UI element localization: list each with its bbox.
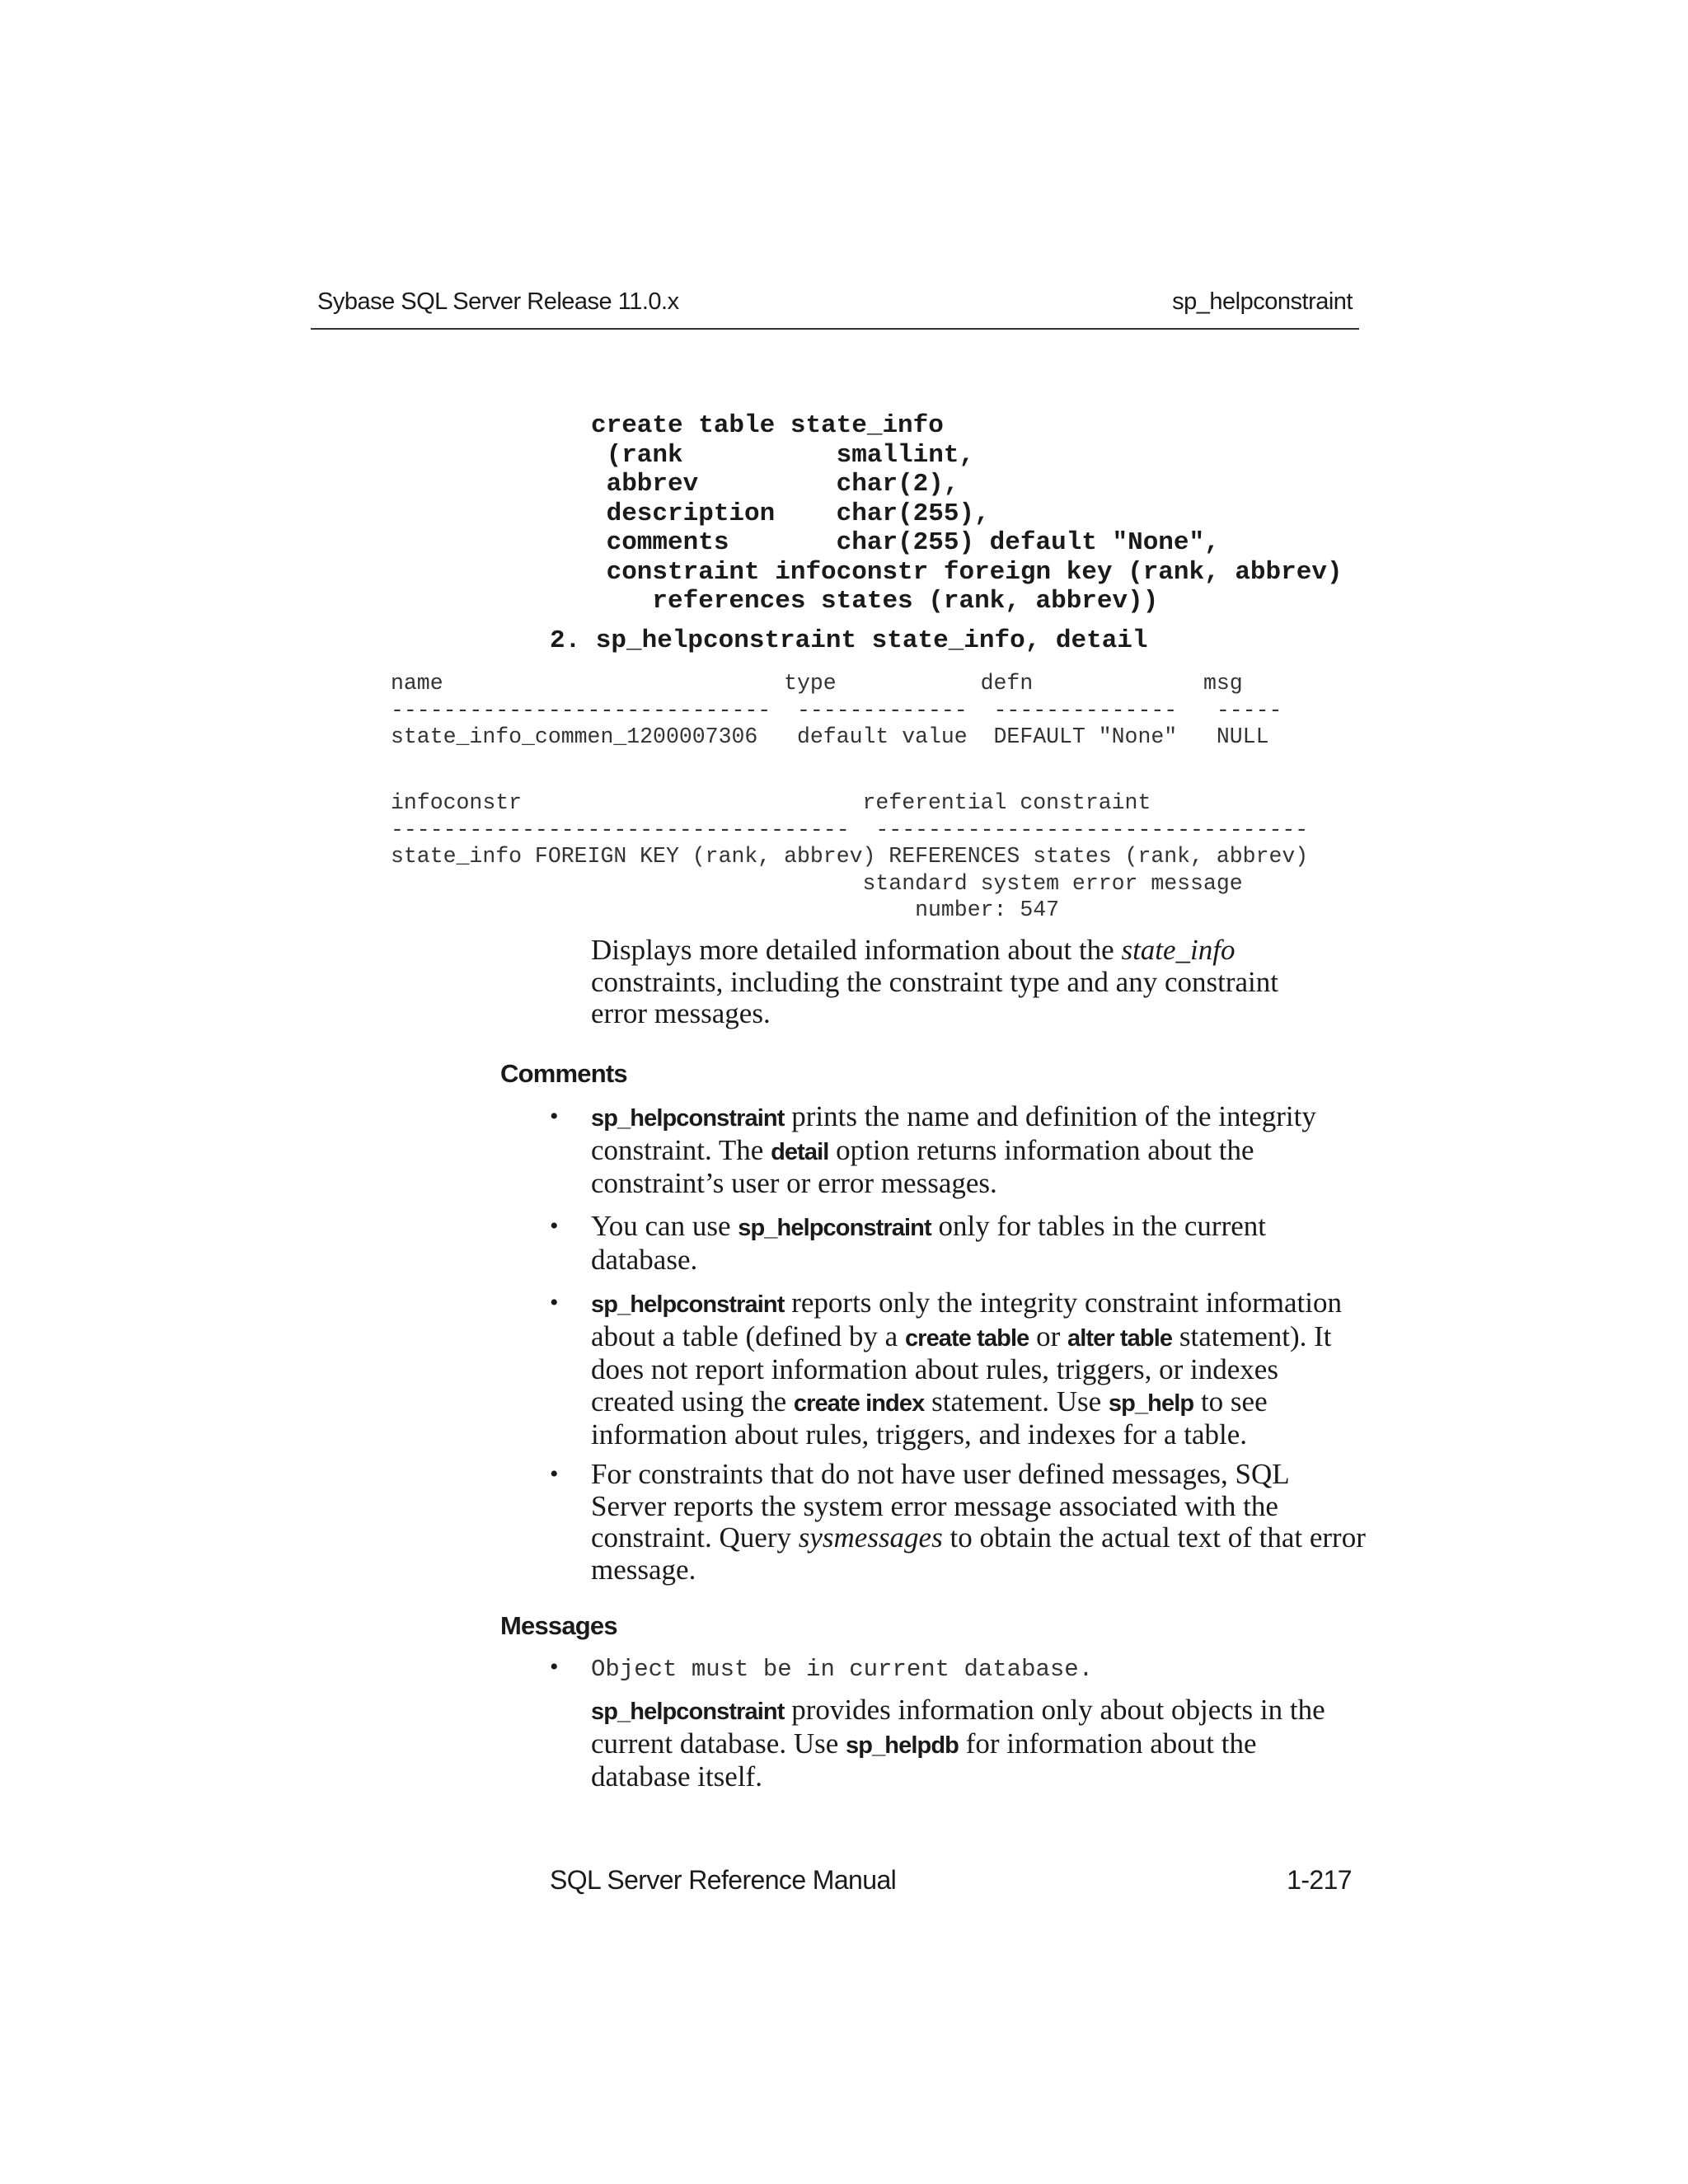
comment-bullet-2: You can use sp_helpconstraint only for tables in the current database. [591,1210,1266,1276]
footer-manual-title: SQL Server Reference Manual [550,1865,897,1895]
header-rule [311,328,1359,330]
output-table-referential: infoconstr referential constraint ----------------------------------- --------------------------------- state_info FOREIGN KEY (rank, abbrev) REFERENCES states (rank, abbrev) standard system error message number: 547 [391,790,1309,922]
output-table-defaults: name type defn msg ----------------------------- ------------- -------------- ----- state_info_commen_1200007306 default value DEFAULT "None" NULL [391,671,1282,749]
running-header-title: Sybase SQL Server Release 11.0.x [317,288,679,315]
bullet-icon: • [550,1212,559,1240]
bullet-icon: • [550,1289,559,1316]
bullet-icon: • [550,1103,559,1130]
footer-page-number: 1-217 [1287,1865,1352,1895]
sysmessages-emphasis: sysmessages [798,1521,943,1554]
bullet-icon: • [550,1460,559,1488]
comments-heading: Comments [500,1059,627,1088]
table-name-emphasis: state_info [1121,934,1236,966]
bullet-icon: • [550,1653,559,1680]
comment-bullet-4: For constraints that do not have user defined messages, SQL Server reports the system error message associated with the constraint. Query sysmessages to obtain the actual text of that error message. [591,1458,1366,1586]
example-2-command: 2. sp_helpconstraint state_info, detail [550,626,1148,655]
comment-bullet-1: sp_helpconstraint prints the name and definition of the integrity constraint. The detail option returns information about the constraint’s user or error messages. [591,1100,1316,1199]
messages-heading: Messages [500,1611,617,1640]
comment-bullet-3: sp_helpconstraint reports only the integrity constraint information about a table (defined by a create table or alter table statement). It does not report information about rules, triggers, or indexes created using the create index statement. Use sp_help to see information about rules, triggers, and indexes for a table. [591,1286,1343,1451]
running-header-section: sp_helpconstraint [1172,288,1353,315]
create-table-code: create table state_info (rank smallint, abbrev char(2), description char(255), comments char(255) default "None", constraint infoconstr foreign key (rank, abbrev) references states (rank, abbrev)) [591,411,1343,616]
message-explanation: sp_helpconstraint provides information only about objects in the current database. Use sp_helpdb for information about the database itself. [591,1694,1325,1793]
message-text-code: Object must be in current database. [591,1656,1094,1683]
example-2-description: Displays more detailed information about the state_info constraints, including the constraint type and any constraint error messages. [591,934,1278,1029]
